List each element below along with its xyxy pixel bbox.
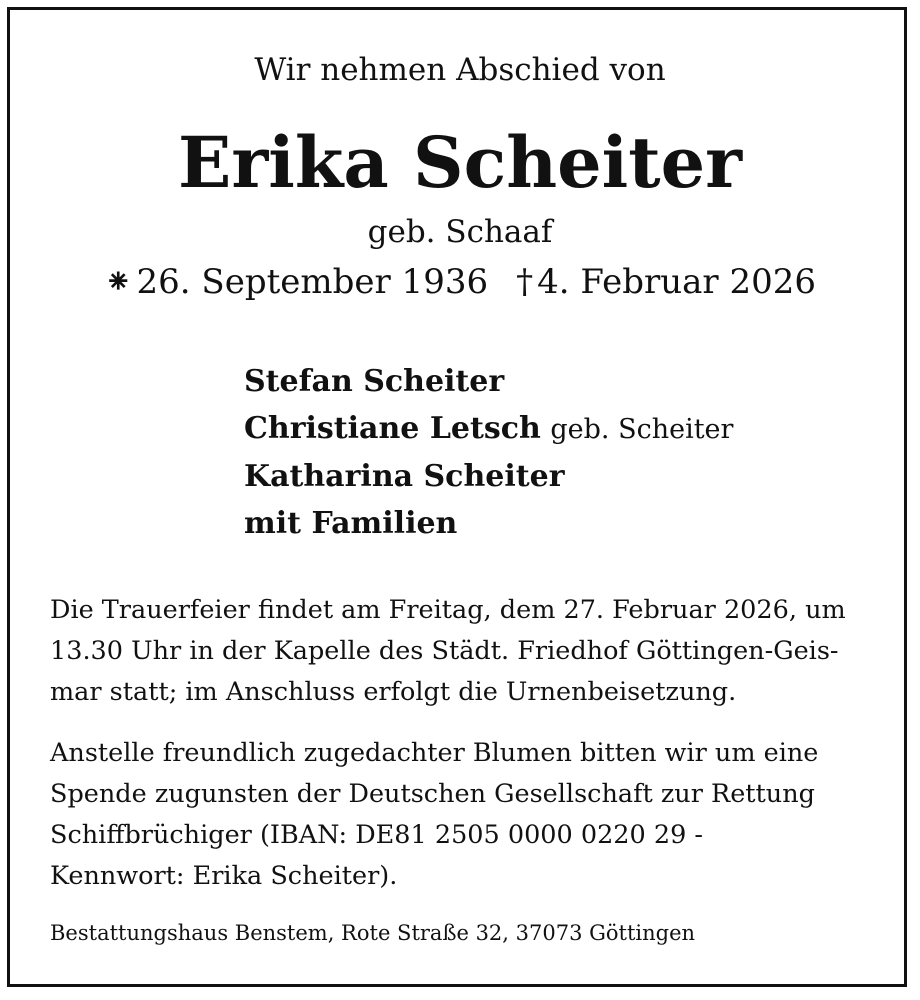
- funeral-home-footer: Bestattungshaus Benstem, Rote Straße 32, 37073 Göttingen: [50, 921, 696, 945]
- mourner-line: [244, 453, 733, 500]
- funeral-line: Die Trauerfeier findet am Freitag, dem 27. Februar 2026, um: [50, 595, 846, 625]
- died-date: 4. Februar 2026: [537, 262, 816, 302]
- funeral-line: 13.30 Uhr in der Kapelle des Städt. Friedhof Göttingen-Geis-: [50, 636, 839, 666]
- mourner-name: Katharina Scheiter: [244, 459, 565, 494]
- mourner-name: Christiane Letsch: [244, 411, 541, 446]
- born-star-icon: ⁕: [104, 262, 133, 302]
- donation-line: Spende zugunsten der Deutschen Gesellschaft zur Rettung: [50, 779, 815, 809]
- life-dates: [0, 260, 920, 304]
- funeral-line: mar statt; im Anschluss erfolgt die Urnenbeisetzung.: [50, 677, 737, 707]
- mourner-line: [244, 405, 733, 453]
- donation-line: Schiffbrüchiger (IBAN: DE81 2505 0000 0220 29 -: [50, 820, 704, 850]
- mourner-line: [244, 358, 733, 405]
- mourner-suffix: geb. Scheiter: [550, 414, 734, 445]
- deceased-name: Erika Scheiter: [178, 121, 742, 204]
- donation-line: Anstelle freundlich zugedachter Blumen bitten wir um eine: [50, 738, 819, 768]
- birth-name: geb. Schaaf: [367, 214, 553, 250]
- mourner-name: mit Familien: [244, 506, 458, 541]
- mourner-name: Stefan Scheiter: [244, 364, 505, 399]
- died-cross-icon: †: [516, 262, 534, 302]
- born-date: 26. September 1936: [136, 262, 489, 302]
- donation-info: [50, 733, 880, 897]
- intro-text: Wir nehmen Abschied von: [254, 52, 666, 88]
- mourner-line: [244, 500, 733, 547]
- mourners-list: [244, 358, 733, 547]
- donation-line: Kennwort: Erika Scheiter).: [50, 861, 398, 891]
- funeral-info: [50, 590, 880, 713]
